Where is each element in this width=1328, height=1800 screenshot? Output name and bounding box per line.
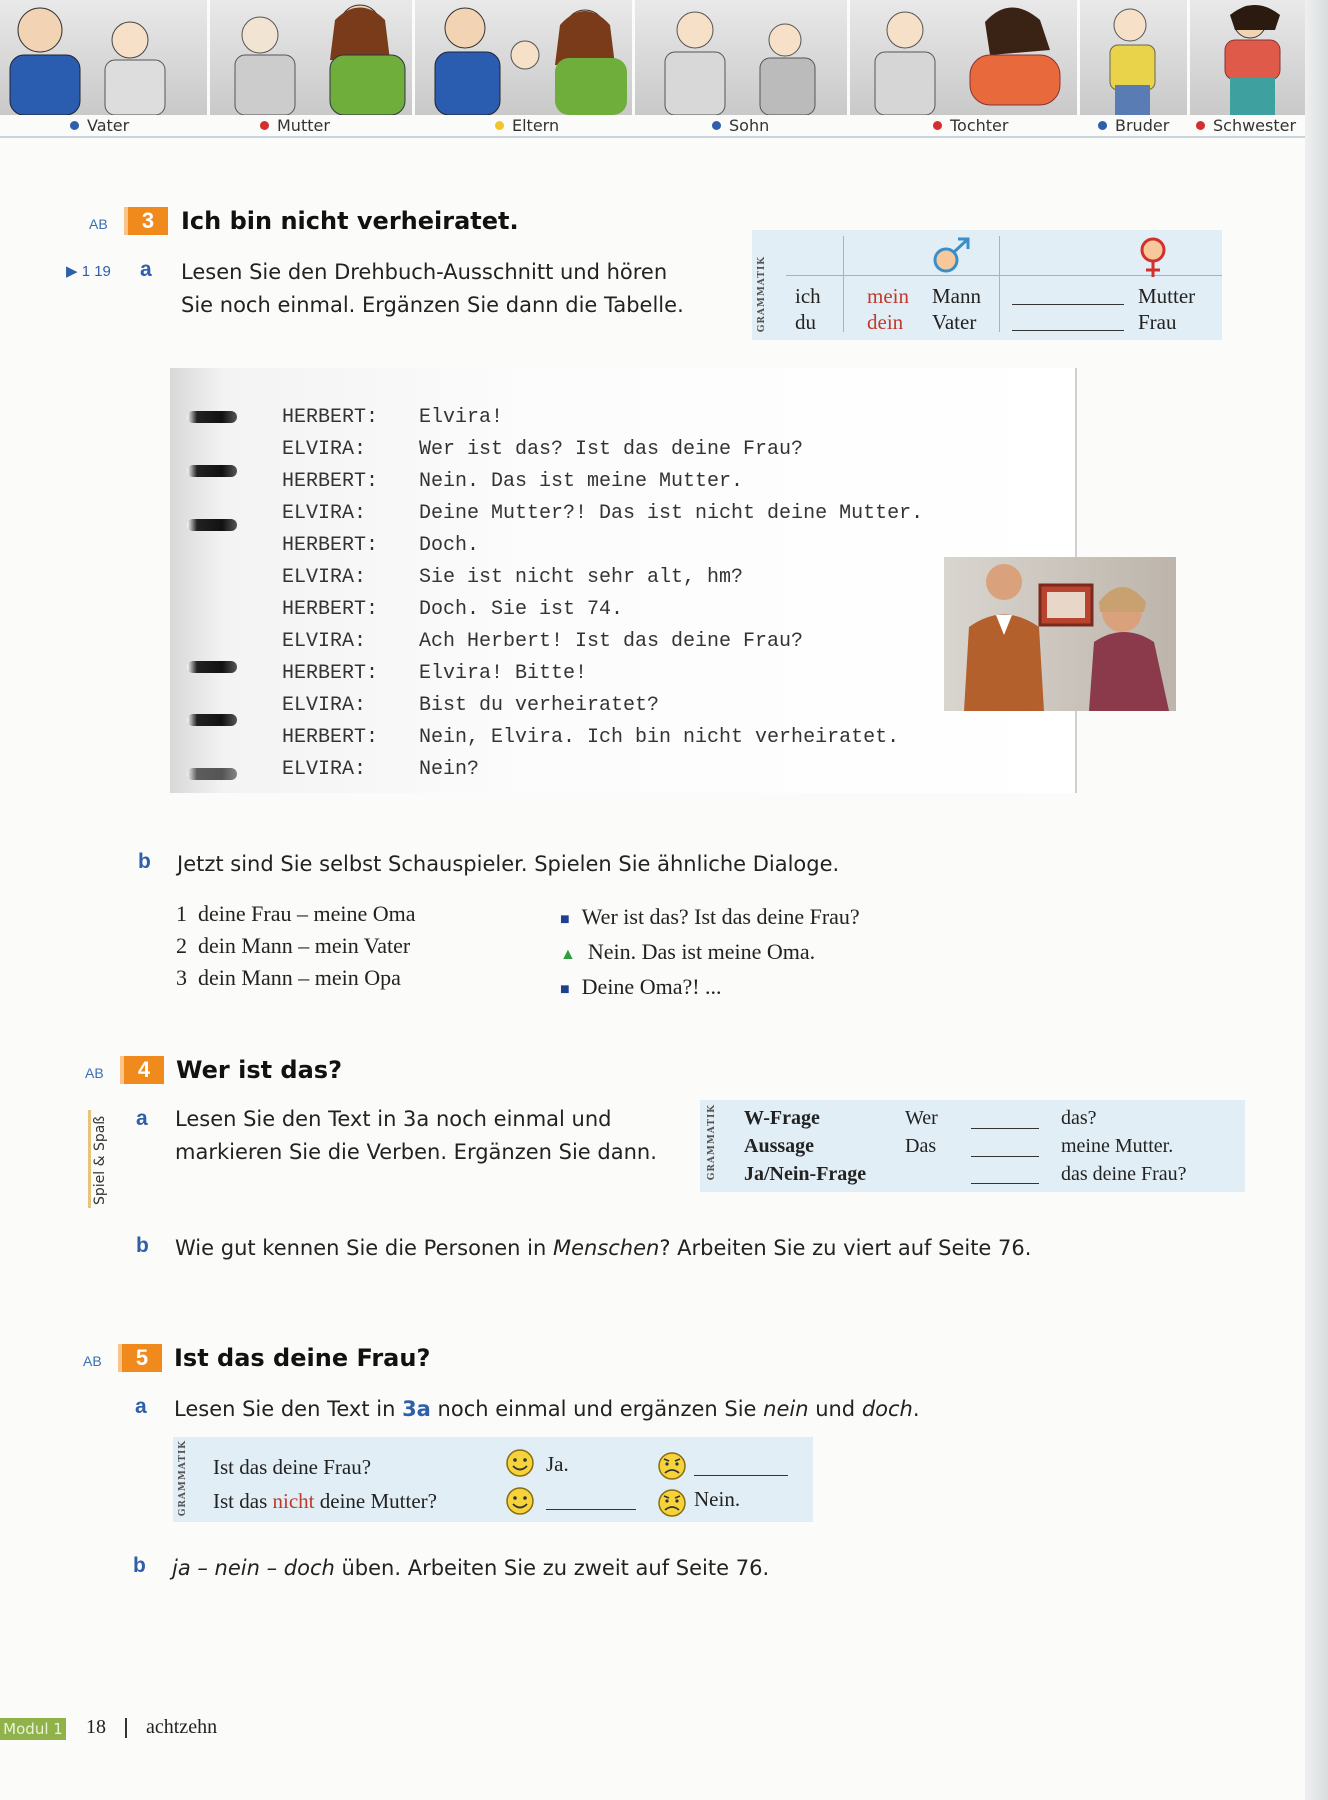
- ab-label: AB: [89, 216, 108, 232]
- square-bullet-icon: ■: [560, 911, 570, 928]
- blank-line[interactable]: [1012, 330, 1124, 331]
- legend-eltern: Eltern: [495, 116, 559, 135]
- task-instruction: Lesen Sie den Text in 3a noch einmal und ergänzen Sie nein und doch.: [174, 1397, 920, 1421]
- cartoon-figures-icon: [0, 0, 210, 115]
- illustration-sohn: [635, 0, 850, 115]
- exercise-title: Ich bin nicht verheiratet.: [181, 207, 519, 235]
- blank-line[interactable]: [971, 1183, 1039, 1184]
- example-dialogue: ■ Wer ist das? Ist das deine Frau? ▲ Nein. Das ist meine Oma. ■ Deine Oma?! ...: [560, 904, 860, 999]
- blank-line[interactable]: [694, 1475, 788, 1476]
- square-bullet-icon: ■: [560, 981, 570, 998]
- sentence-first-words: Wer Das: [905, 1107, 938, 1157]
- ab-label: AB: [85, 1065, 104, 1081]
- table-divider: [999, 236, 1000, 332]
- task-letter: b: [136, 1234, 149, 1257]
- exercise-title: Wer ist das?: [176, 1056, 343, 1084]
- blank-line[interactable]: [971, 1156, 1039, 1157]
- binder-ring: [187, 661, 237, 673]
- module-label: Modul 1: [0, 1718, 66, 1740]
- grammatik-label: GRAMMATIK: [707, 1104, 717, 1181]
- task-instruction: Lesen Sie den Drehbuch-Ausschnitt und hören Sie noch einmal. Ergänzen Sie dann die Tabelle.: [181, 260, 684, 317]
- male-symbol-icon: [930, 235, 976, 275]
- footer-divider: [125, 1718, 127, 1738]
- task-instruction: Lesen Sie den Text in 3a noch einmal und markieren Sie die Verben. Ergänzen Sie dann.: [175, 1107, 657, 1164]
- page-number-word: achtzehn: [146, 1716, 218, 1738]
- cartoon-figures-icon: [850, 0, 1080, 115]
- sad-smiley-icon: [654, 1486, 690, 1518]
- cartoon-figures-icon: [635, 0, 850, 115]
- list-item: 3 dein Mann – mein Opa: [176, 965, 401, 990]
- side-marker: [88, 1110, 91, 1208]
- dialogue-speakers: HERBERT: ELVIRA: HERBERT: ELVIRA: HERBERT: ELVIRA: HERBERT: ELVIRA: HERBERT: ELVIRA: HERBERT: ELVIRA:: [282, 406, 379, 781]
- audio-track-label[interactable]: ▶ 1 19: [66, 263, 111, 280]
- legend-underline: [0, 136, 1305, 138]
- exercise-number: 4: [120, 1056, 164, 1084]
- table-pronouns: ich du: [795, 284, 821, 334]
- legend-dot: [70, 121, 79, 130]
- side-label: Spiel & Spaß: [92, 1115, 108, 1205]
- legend-dot: [933, 121, 942, 130]
- cartoon-figures-icon: [210, 0, 415, 115]
- sad-smiley-icon: [654, 1449, 690, 1481]
- ab-label: AB: [83, 1353, 102, 1369]
- binder-ring: [187, 714, 237, 726]
- task-letter: b: [138, 850, 151, 873]
- binder-ring: [187, 519, 237, 531]
- answer-no: Nein.: [694, 1487, 741, 1511]
- task-instruction: Jetzt sind Sie selbst Schauspieler. Spielen Sie ähnliche Dialoge.: [177, 852, 840, 876]
- illustration-mutter: [210, 0, 415, 115]
- triangle-bullet-icon: ▲: [560, 946, 576, 963]
- answer-yes: Ja.: [546, 1452, 569, 1476]
- questions: Ist das deine Frau? Ist das nicht deine Mutter?: [213, 1455, 437, 1513]
- legend-dot: [1196, 121, 1205, 130]
- table-female-nouns: Mutter Frau: [1138, 284, 1196, 334]
- task-letter: a: [136, 1107, 148, 1130]
- blank-line[interactable]: [546, 1509, 636, 1510]
- scene-photo: [944, 557, 1176, 711]
- blank-line[interactable]: [1012, 304, 1124, 305]
- illustration-vater: [0, 0, 210, 115]
- illustration-schwester: [1190, 0, 1305, 115]
- legend-dot: [495, 121, 504, 130]
- table-possessives: mein dein: [867, 284, 909, 334]
- exercise-number: 5: [118, 1344, 162, 1372]
- legend-dot: [712, 121, 721, 130]
- happy-smiley-icon: [504, 1448, 536, 1478]
- exercise-number: 3: [124, 207, 168, 235]
- dialogue-lines: Elvira! Wer ist das? Ist das deine Frau? Nein. Das ist meine Mutter. Deine Mutter?! Das ist nicht deine Mutter. Doch. Sie ist nicht sehr alt, hm? Doch. Sie ist 74. Ach Herbert! Ist das deine Frau? Elvira! Bitte! Bist du verheiratet? Nein, Elvira. Ich bin nicht verheiratet. Nein?: [419, 406, 924, 781]
- exercise-title: Ist das deine Frau?: [174, 1344, 431, 1372]
- grammatik-label: GRAMMATIK: [178, 1440, 188, 1517]
- legend-schwester: Schwester: [1196, 116, 1296, 135]
- female-symbol-icon: [1135, 235, 1171, 279]
- task-letter: a: [135, 1395, 147, 1418]
- list-item: 1 deine Frau – meine Oma: [176, 901, 416, 926]
- task-letter: b: [133, 1554, 146, 1577]
- illustration-bruder: [1080, 0, 1190, 115]
- table-divider: [843, 236, 844, 332]
- legend-dot: [260, 121, 269, 130]
- illustration-tochter: [850, 0, 1080, 115]
- legend-tochter: Tochter: [933, 116, 1008, 135]
- cartoon-figures-icon: [415, 0, 635, 115]
- page-edge-shadow: [1305, 0, 1328, 1800]
- legend-mutter: Mutter: [260, 116, 330, 135]
- task-instruction: Wie gut kennen Sie die Personen in Menschen? Arbeiten Sie zu viert auf Seite 76.: [175, 1236, 1032, 1260]
- sentence-type-labels: W-Frage Aussage Ja/Nein-Frage: [744, 1107, 867, 1185]
- binder-ring: [187, 768, 237, 780]
- legend-bruder: Bruder: [1098, 116, 1169, 135]
- dialogue-prompts: [176, 898, 416, 994]
- legend-vater: Vater: [70, 116, 129, 135]
- page-number: 18: [86, 1716, 106, 1738]
- binder-ring: [187, 411, 237, 423]
- cartoon-figures-icon: [1190, 0, 1305, 115]
- cartoon-figures-icon: [1080, 0, 1190, 115]
- list-item: 2 dein Mann – mein Vater: [176, 933, 411, 958]
- blank-line[interactable]: [971, 1128, 1039, 1129]
- task-instruction: ja – nein – doch üben. Arbeiten Sie zu zweit auf Seite 76.: [172, 1556, 770, 1580]
- task-letter: a: [140, 258, 152, 281]
- family-illustration-strip: [0, 0, 1305, 115]
- illustration-eltern: [415, 0, 635, 115]
- legend-sohn: Sohn: [712, 116, 769, 135]
- legend-dot: [1098, 121, 1107, 130]
- grammatik-label: GRAMMATIK: [757, 256, 767, 333]
- happy-smiley-icon: [504, 1486, 536, 1516]
- table-male-nouns: Mann Vater: [932, 284, 981, 334]
- binder-ring: [187, 465, 237, 477]
- sentence-endings: das? meine Mutter. das deine Frau?: [1061, 1107, 1187, 1185]
